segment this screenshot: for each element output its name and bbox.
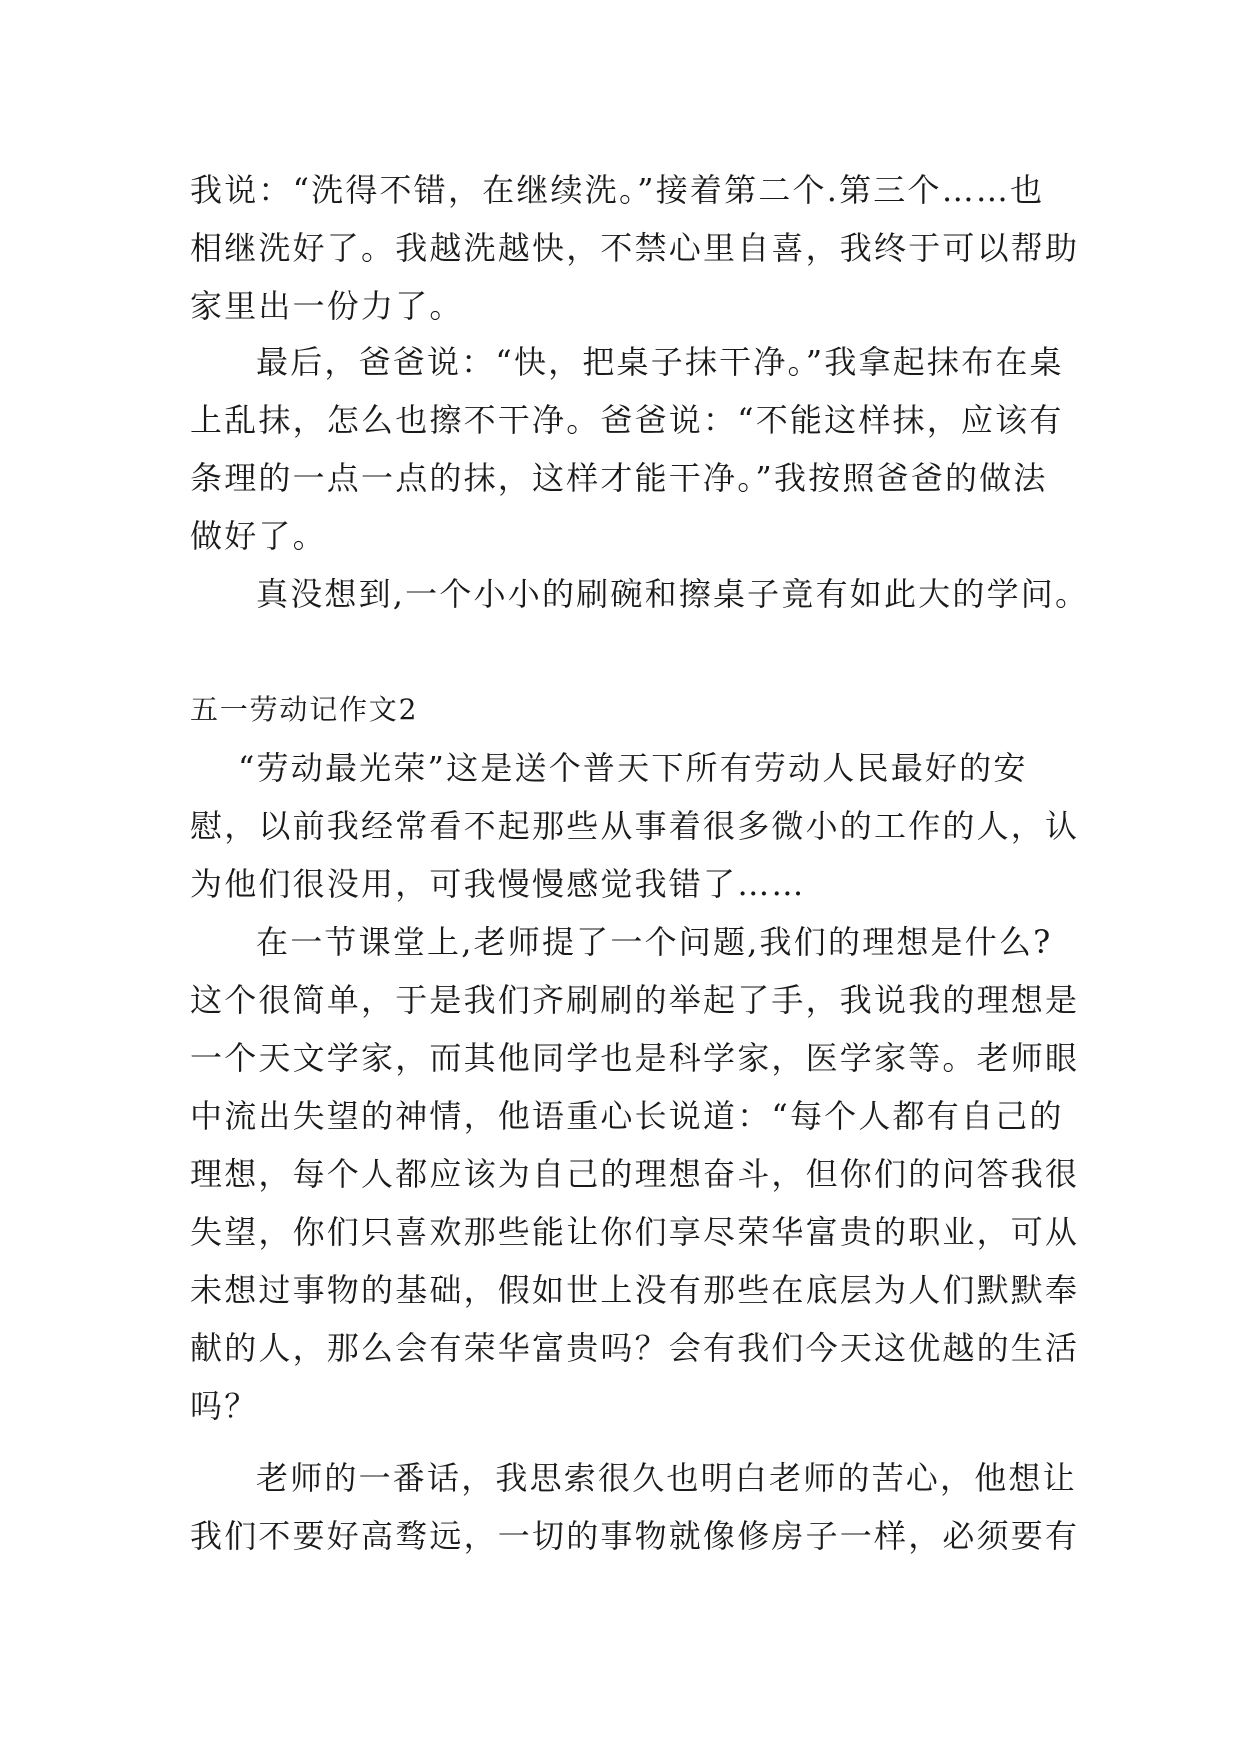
document-page bbox=[190, 0, 1090, 1754]
paragraph-line: 做好了。 bbox=[190, 517, 327, 555]
paragraph-line: 献的人，那么会有荣华富贵吗？会有我们今天这优越的生活 bbox=[190, 1329, 1080, 1367]
paragraph-line: 慰，以前我经常看不起那些从事着很多微小的工作的人，认 bbox=[190, 807, 1080, 845]
paragraph-line: 为他们很没用，可我慢慢感觉我错了…… bbox=[190, 865, 806, 903]
paragraph-line: 理想，每个人都应该为自己的理想奋斗，但你们的问答我很 bbox=[190, 1155, 1080, 1193]
paragraph-line: 中流出失望的神情，他语重心长说道：“每个人都有自己的 bbox=[190, 1097, 1064, 1135]
paragraph-line: 失望，你们只喜欢那些能让你们享尽荣华富贵的职业，可从 bbox=[190, 1213, 1080, 1251]
paragraph-line: 老师的一番话，我思索很久也明白老师的苦心，他想让 bbox=[256, 1459, 1077, 1497]
paragraph-line: 条理的一点一点的抹，这样才能干净。”我按照爸爸的做法 bbox=[190, 459, 1048, 497]
paragraph-line: 我说：“洗得不错，在继续洗。”接着第二个.第三个……也 bbox=[190, 171, 1045, 209]
paragraph-line: 这个很简单，于是我们齐刷刷的举起了手，我说我的理想是 bbox=[190, 981, 1080, 1019]
paragraph-line: 相继洗好了。我越洗越快，不禁心里自喜，我终于可以帮助 bbox=[190, 229, 1080, 267]
paragraph-line: 上乱抹，怎么也擦不干净。爸爸说：“不能这样抹，应该有 bbox=[190, 401, 1064, 439]
paragraph-line: 吗？ bbox=[190, 1387, 259, 1425]
section-heading: 五一劳动记作文2 bbox=[190, 693, 419, 726]
paragraph-line: 我们不要好高骛远，一切的事物就像修房子一样，必须要有 bbox=[190, 1517, 1080, 1555]
paragraph-line: 家里出一份力了。 bbox=[190, 287, 464, 325]
paragraph-line: 未想过事物的基础，假如世上没有那些在底层为人们默默奉 bbox=[190, 1271, 1080, 1309]
paragraph-line: 一个天文学家，而其他同学也是科学家，医学家等。老师眼 bbox=[190, 1039, 1080, 1077]
paragraph-line: 在一节课堂上,老师提了一个问题,我们的理想是什么? bbox=[256, 923, 1053, 961]
paragraph-line: “劳动最光荣”这是送个普天下所有劳动人民最好的安 bbox=[238, 749, 1028, 787]
paragraph-line: 真没想到,一个小小的刷碗和擦桌子竟有如此大的学问。 bbox=[256, 575, 1090, 613]
paragraph-line: 最后，爸爸说：“快，把桌子抹干净。”我拿起抹布在桌 bbox=[256, 343, 1064, 381]
